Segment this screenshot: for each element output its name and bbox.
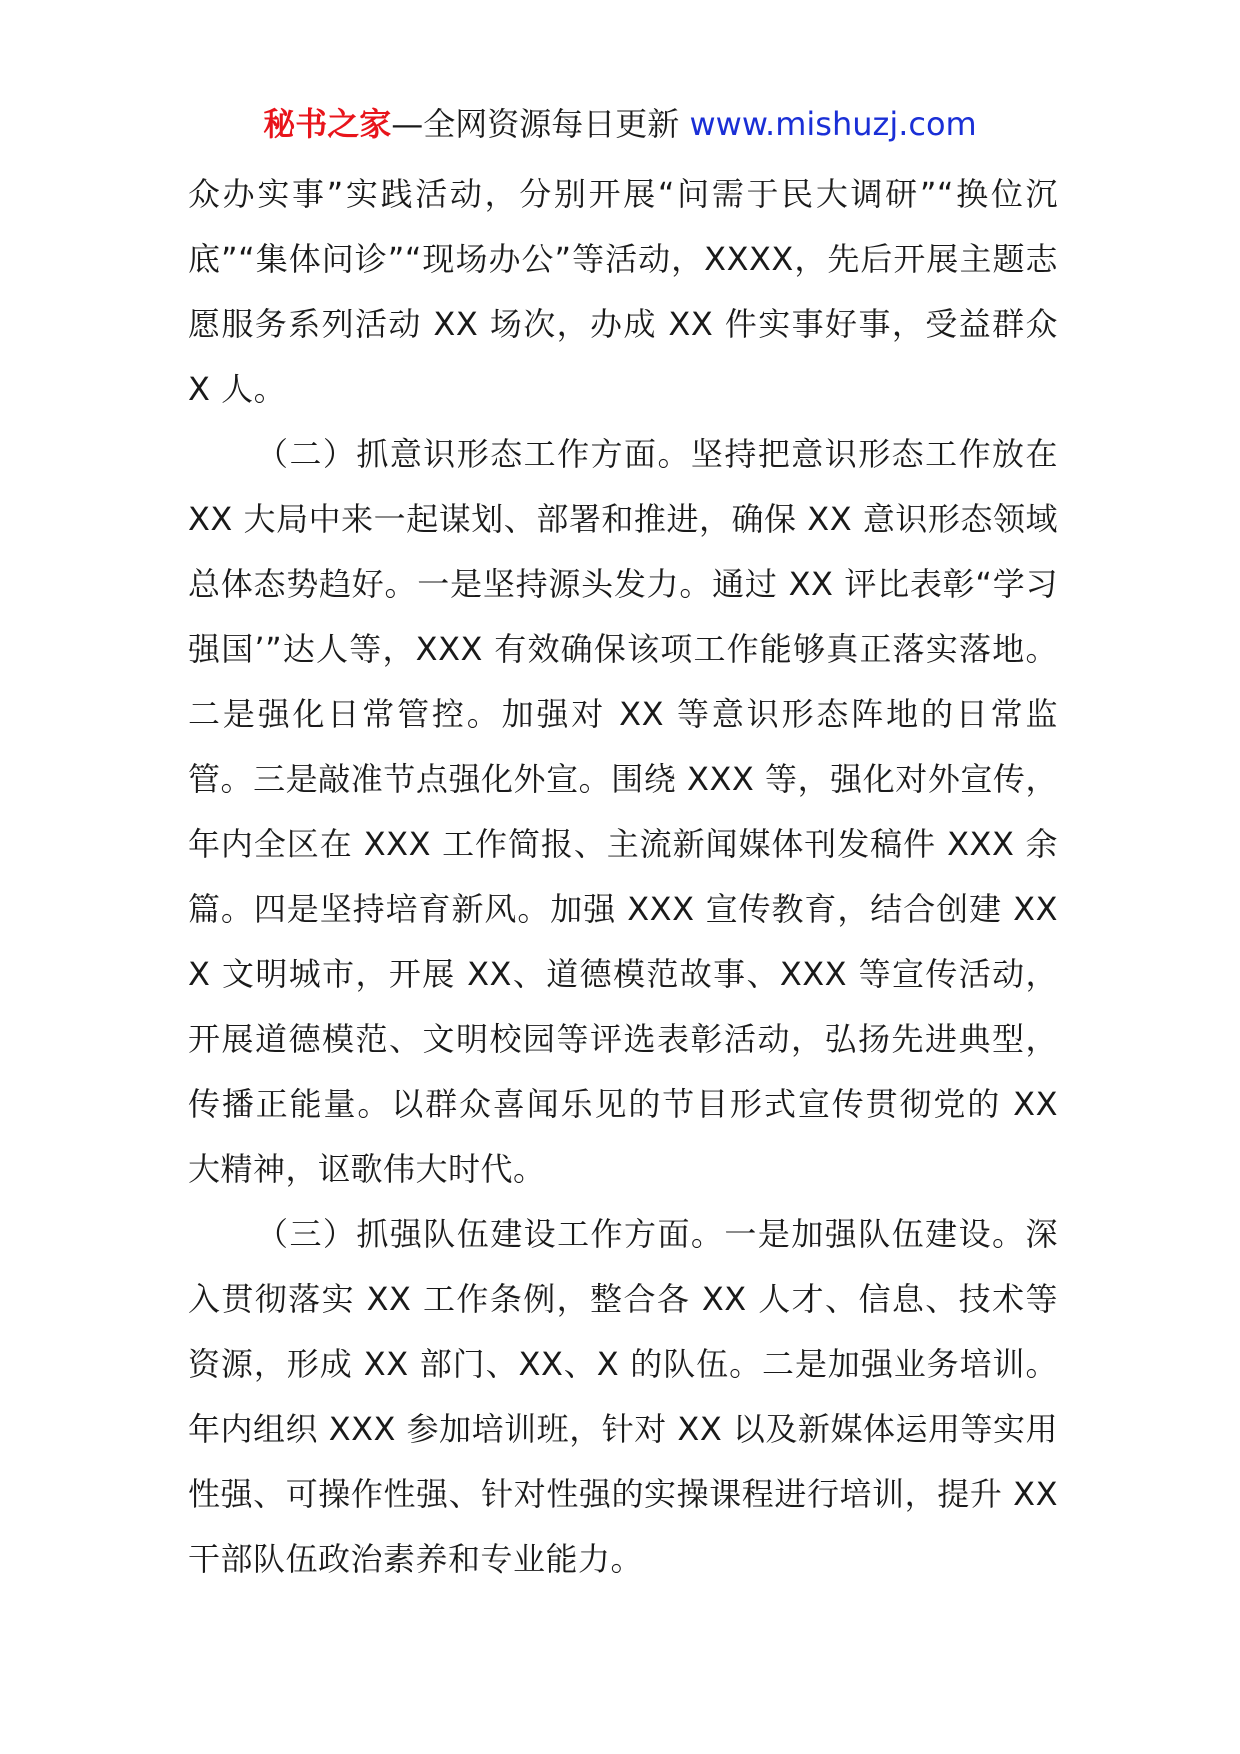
site-tagline: —全网资源每日更新 [391, 105, 690, 143]
site-url[interactable]: www.mishuzj.com [689, 105, 977, 143]
site-brand: 秘书之家 [263, 105, 392, 143]
paragraph-team-building: （三）抓强队伍建设工作方面。一是加强队伍建设。深入贯彻落实 XX 工作条例，整合各 XX 人才、信息、技术等资源，形成 XX 部门、XX、X 的队伍。二是加强业务培训。年内组织 XXX 参加培训班，针对 XX 以及新媒体运用等实用性强、可操作性强、针对性强的实操课程进行培训，提升 XX 干部队伍政治素养和专业能力。 [188, 1215, 1058, 1578]
paragraph-ideology-work: （二）抓意识形态工作方面。坚持把意识形态工作放在 XX 大局中来一起谋划、部署和推进，确保 XX 意识形态领域总体态势趋好。一是坚持源头发力。通过 XX 评比表彰“学习强国’”达人等，XXX 有效确保该项工作能够真正落实落地。二是强化日常管控。加强对 XX 等意识形态阵地的日常监管。三是敲准节点强化外宣。围绕 XXX 等，强化对外宣传，年内全区在 XXX 工作简报、主流新闻媒体刊发稿件 XXX 余篇。四是坚持培育新风。加强 XXX 宣传教育，结合创建 XXX 文明城市，开展 XX、道德模范故事、XXX 等宣传活动，开展道德模范、文明校园等评选表彰活动，弘扬先进典型，传播正能量。以群众喜闻乐见的节目形式宣传贯彻党的 XX 大精神，讴歌伟大时代。 [188, 435, 1058, 1188]
paragraph-continuation: 众办实事”实践活动，分别开展“问需于民大调研”“换位沉底”“集体问诊”“现场办公”等活动，XXXX，先后开展主题志愿服务系列活动 XX 场次，办成 XX 件实事好事，受益群众 X 人。 [188, 175, 1058, 408]
document-body [188, 162, 1058, 1592]
page-header [0, 98, 1240, 150]
